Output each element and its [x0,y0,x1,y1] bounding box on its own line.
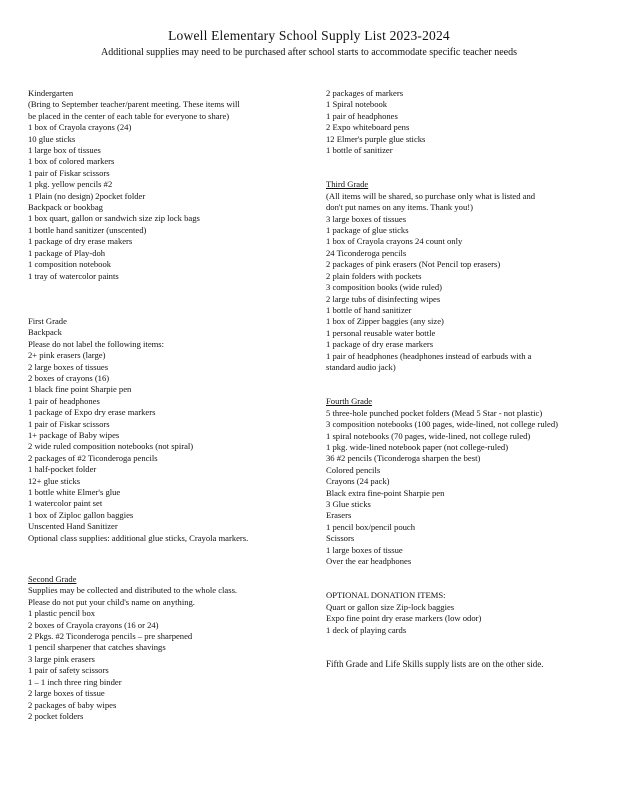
list-item: 1 box of Crayola crayons (24) [28,122,132,133]
list-item: 1 bottle white Elmer's glue [28,487,121,497]
list-item: 1 large boxes of tissue [326,544,403,555]
list-item: 1 tray of watercolor paints [28,270,119,281]
list-item: Please do not put your child's name on anything. [28,596,195,607]
list-item: standard audio jack) [326,361,396,372]
list-item: 1+ package of Baby wipes [28,429,120,440]
list-item: 1 pkg. yellow pencils #2 [28,179,113,190]
list-item: 1 watercolor paint set [28,498,103,509]
list-item: 10 glue sticks [28,133,76,144]
list-item: 1 pkg. wide-lined notebook paper (not college-ruled) [326,441,509,452]
list-item: 3 Glue sticks [326,499,371,509]
list-item: 1 pencil sharpener that catches shavings [28,642,166,653]
list-item: 1 box quart, gallon or sandwich size zip lock bags [28,213,200,224]
list-item: (Bring to September teacher/parent meeting. These items will [28,99,240,110]
left-column [28,88,313,745]
list-item: Scissors [326,533,355,544]
list-item: 1 spiral notebooks (70 pages, wide-lined, not college ruled) [326,430,531,441]
list-item: 1 pair of headphones (headphones instead of earbuds with a [326,350,532,361]
list-item: 1 box of Crayola crayons 24 count only [326,236,463,247]
page-title: Lowell Elementary School Supply List 2023-2024 [168,28,450,43]
list-item: 1 composition notebook [28,259,112,270]
list-item: 12+ glue sticks [28,475,81,486]
list-item: Please do not label the following items: [28,338,165,349]
list-item: Optional class supplies: additional glue sticks, Crayola markers. [28,532,249,543]
second-grade-continued-list [326,88,601,156]
list-item: 2 pocket folders [28,710,84,721]
list-item: 24 Ticonderoga pencils [326,247,407,258]
list-item: 1 pair of headphones [28,395,100,406]
list-item: Supplies may be collected and distributed to the whole class. [28,585,238,596]
first-grade-list [28,327,313,544]
list-item: 1 package of dry erase makers [28,236,133,247]
list-item: Quart or gallon size Zip-lock baggies [326,601,455,612]
list-item: 1 box of Zipper baggies (any size) [326,316,444,327]
list-item: (All items will be shared, so purchase only what is listed and [326,190,536,201]
list-item: 2 packages of markers [326,88,404,98]
list-item: 2 packages of #2 Ticonderoga pencils [28,452,158,463]
list-item: 2 Expo whiteboard pens [326,122,410,133]
list-item: 1 box of Ziploc gallon baggies [28,509,134,520]
list-item: 1 deck of playing cards [326,624,407,635]
list-item: 2 wide ruled composition notebooks (not spiral) [28,441,194,452]
list-item: 1 pencil box/pencil pouch [326,521,416,532]
list-item: 3 composition books (wide ruled) [326,282,442,293]
first-grade-heading: First Grade [28,315,67,326]
second-grade-section [28,574,313,722]
list-item: 2 packages of pink erasers (Not Pencil top erasers) [326,259,501,270]
list-item: don't put names on any items. Thank you!) [326,202,473,213]
list-item: Expo fine point dry erase markers (low odor) [326,613,482,624]
list-item: 1 box of colored markers [28,156,115,167]
first-grade-section [28,316,313,544]
kindergarten-list [28,99,313,282]
third-grade-list [326,191,601,374]
list-item: 1 plastic pencil box [28,608,96,619]
list-item: Erasers [326,510,352,521]
page-subtitle: Additional supplies may need to be purchased after school starts to accommodate specific teacher needs [101,47,517,58]
list-item: 2 packages of baby wipes [28,699,117,710]
list-item: 1 bottle of hand sanitizer [326,304,412,315]
list-item: 1 – 1 inch three ring binder [28,676,122,687]
third-grade-heading: Third Grade [326,179,369,190]
list-item: Over the ear headphones [326,556,412,567]
third-grade-section [326,179,601,373]
list-item: Colored pencils [326,464,381,475]
list-item: 1 large box of tissues [28,145,101,156]
list-item: 1 pair of safety scissors [28,665,109,676]
second-grade-list [28,585,313,722]
list-item: 3 large boxes of tissues [326,213,407,224]
list-item: 1 pair of headphones [326,110,398,121]
fourth-grade-list [326,408,601,568]
list-item: 3 composition notebooks (100 pages, wide-lined, not college ruled) [326,419,558,430]
list-item: 5 three-hole punched pocket folders (Mead 5 Star - not plastic) [326,407,543,418]
list-item: 1 black fine point Sharpie pen [28,384,132,395]
donations-list [326,602,601,636]
list-item: Black extra fine-point Sharpie pen [326,487,445,498]
kindergarten-heading: Kindergarten [28,88,74,98]
list-item: 12 Elmer's purple glue sticks [326,133,426,144]
footer-note: Fifth Grade and Life Skills supply lists are on the other side. [326,659,544,670]
list-item: Backpack or bookbag [28,202,103,213]
list-item: 1 bottle of sanitizer [326,145,393,156]
list-item: 2+ pink erasers (large) [28,350,106,361]
fourth-grade-heading: Fourth Grade [326,396,373,407]
list-item: 2 boxes of Crayola crayons (16 or 24) [28,619,159,630]
list-item: 1 Plain (no design) 2pocket folder [28,190,146,201]
list-item: 1 pair of Fiskar scissors [28,418,110,429]
list-item: 2 Pkgs. #2 Ticonderoga pencils – pre sharpened [28,631,193,642]
list-item: 1 package of Expo dry erase markers [28,407,156,418]
right-column [326,88,601,669]
list-item: 2 large boxes of tissues [28,361,109,372]
list-item: 2 large tubs of disinfecting wipes [326,293,441,304]
list-item: 1 package of dry erase markers [326,339,434,350]
list-item: Crayons (24 pack) [326,476,390,487]
list-item: 3 large pink erasers [28,653,95,664]
list-item: 1 half-pocket folder [28,464,97,475]
list-item: Unscented Hand Sanitizer [28,521,118,532]
list-item: be placed in the center of each table for everyone to share) [28,110,230,121]
list-item: 2 plain folders with pockets [326,270,422,281]
list-item: 1 personal reusable water bottle [326,327,436,338]
donations-section [326,590,601,636]
list-item: 36 #2 pencils (Ticonderoga sharpen the best) [326,453,481,464]
list-item: 1 Spiral notebook [326,99,388,110]
fourth-grade-section [326,396,601,567]
donations-heading: OPTIONAL DONATION ITEMS: [326,590,446,601]
list-item: 2 boxes of crayons (16) [28,372,110,383]
kindergarten-section [28,88,313,282]
list-item: 1 package of Play-doh [28,247,106,258]
list-item: 1 pair of Fiskar scissors [28,167,110,178]
second-grade-heading: Second Grade [28,574,77,585]
list-item: 1 package of glue sticks [326,225,409,236]
list-item: 1 bottle hand sanitizer (unscented) [28,224,147,235]
second-grade-continued-section [326,88,601,156]
list-item: Backpack [28,327,62,338]
list-item: 2 large boxes of tissue [28,688,105,699]
